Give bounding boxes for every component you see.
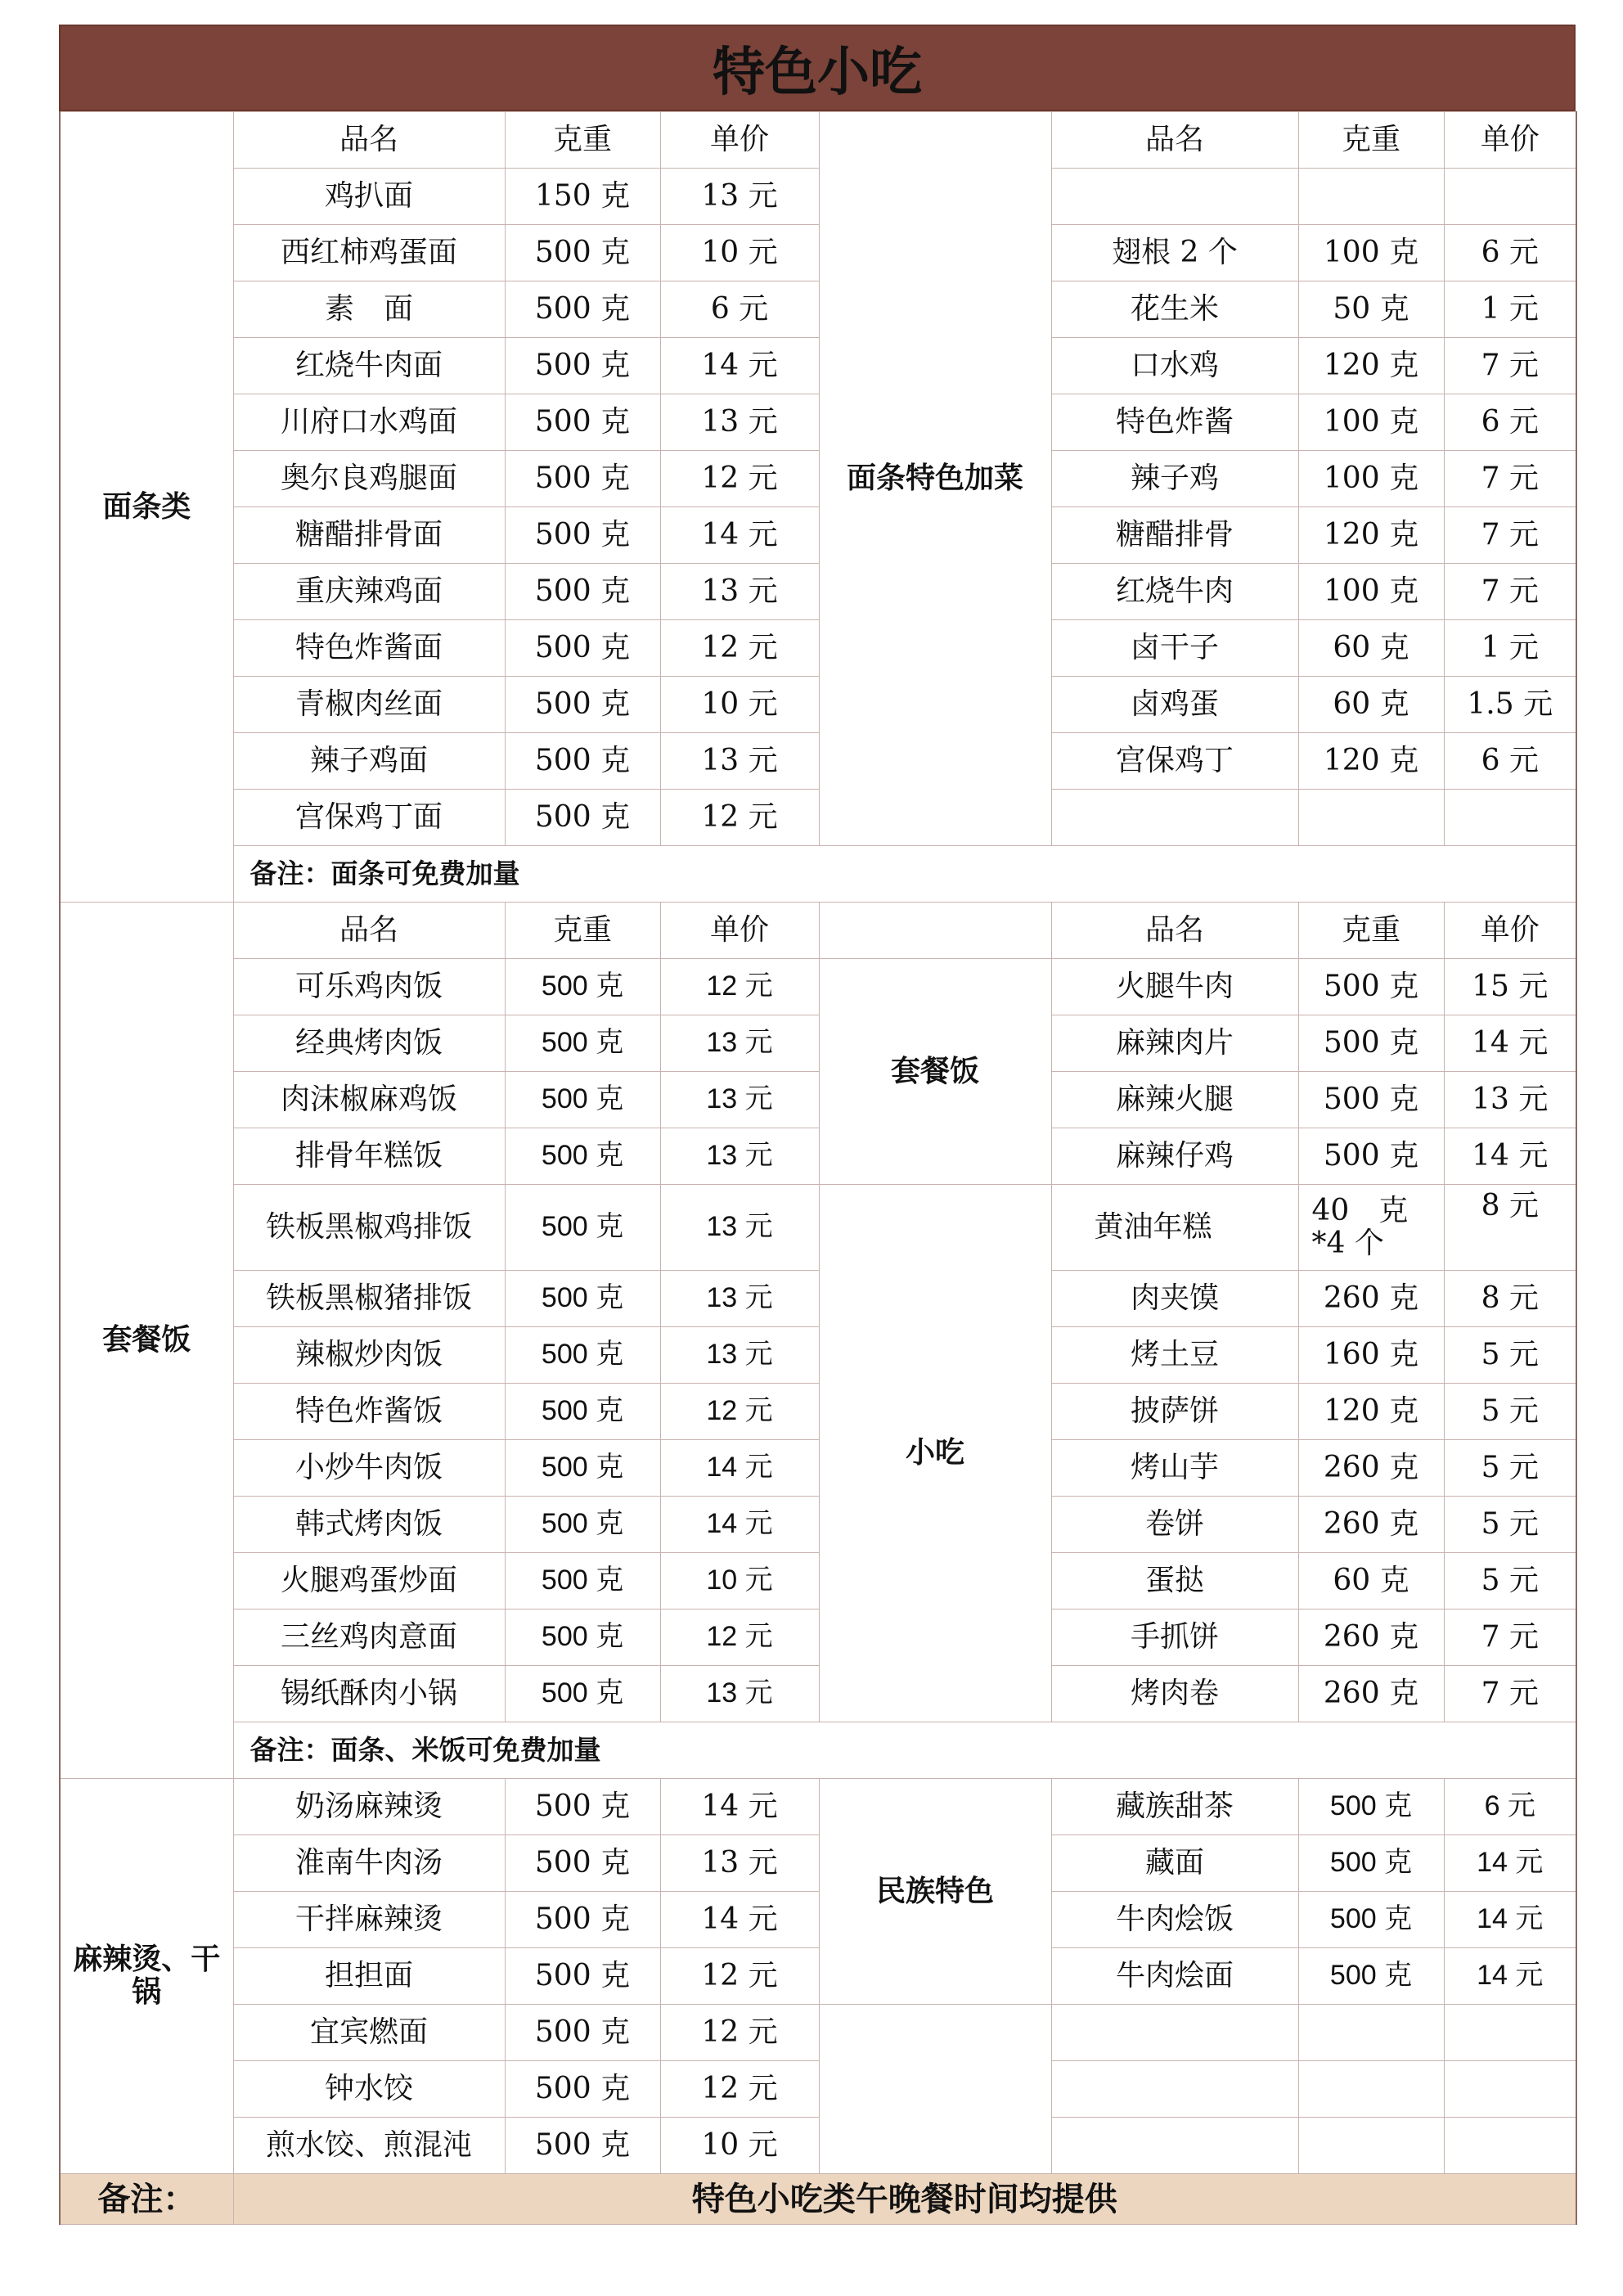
item-price: 6 元 [1444,733,1576,790]
item-name: 辣椒炒肉饭 [233,1327,505,1384]
header-weight: 克重 [1298,112,1444,169]
table-row [60,169,1576,225]
item-price [1444,2005,1576,2061]
item-name: 烤土豆 [1051,1327,1298,1384]
item-name: 辣子鸡面 [233,733,505,790]
table-row [60,1553,1576,1609]
item-price: 13 元 [660,564,819,620]
item-name: 黄油年糕 [1051,1185,1298,1271]
item-name: 披萨饼 [1051,1384,1298,1440]
item-weight: 100 克 [1298,225,1444,281]
item-name: 干拌麻辣烫 [233,1892,505,1948]
item-name: 卤鸡蛋 [1051,677,1298,733]
item-name: 肉夹馍 [1051,1271,1298,1327]
item-price: 5 元 [1444,1440,1576,1497]
item-name: 担担面 [233,1948,505,2005]
item-price: 1 元 [1444,620,1576,677]
item-name: 奥尔良鸡腿面 [233,451,505,507]
header-price: 单价 [1444,112,1576,169]
item-price: 1 元 [1444,281,1576,338]
item-weight: 500 克 [505,507,660,564]
item-price: 14 元 [1444,1128,1576,1185]
item-price: 13 元 [660,1128,819,1185]
item-price: 12 元 [660,1948,819,2005]
item-price: 14 元 [660,507,819,564]
table-row [60,1185,1576,1271]
item-name [1051,790,1298,846]
header-name: 品名 [1051,903,1298,959]
item-price: 6 元 [660,281,819,338]
footer-label: 备注： [60,2174,233,2225]
table-row [60,620,1576,677]
header-price: 单价 [660,112,819,169]
item-name: 宜宾燃面 [233,2005,505,2061]
item-price: 14 元 [660,1440,819,1497]
item-weight: 500 克 [505,2061,660,2118]
item-price: 14 元 [660,1497,819,1553]
item-name: 宫保鸡丁 [1051,733,1298,790]
table-row [60,1015,1576,1072]
table-row [60,112,1576,169]
item-weight: 260 克 [1298,1666,1444,1722]
table-row [60,677,1576,733]
item-weight: 500 克 [1298,1892,1444,1948]
item-price: 12 元 [660,1609,819,1666]
item-weight: 500 克 [505,1553,660,1609]
item-name: 烤山芋 [1051,1440,1298,1497]
item-weight [1298,2118,1444,2174]
item-weight: 500 克 [505,281,660,338]
table-row [60,1440,1576,1497]
item-weight: 500 克 [505,1128,660,1185]
item-name: 麻辣肉片 [1051,1015,1298,1072]
item-name: 川府口水鸡面 [233,394,505,451]
item-name: 钟水饺 [233,2061,505,2118]
item-weight: 500 克 [505,1779,660,1835]
item-price: 13 元 [660,1015,819,1072]
item-price: 13 元 [660,1666,819,1722]
item-name: 糖醋排骨面 [233,507,505,564]
rice-note: 备注：面条、米饭可免费加量 [233,1722,1576,1779]
item-weight: 500 克 [505,1072,660,1128]
item-weight: 500 克 [505,790,660,846]
table-row [60,2061,1576,2118]
item-weight: 500 克 [505,1327,660,1384]
menu-page [59,25,1576,2225]
page-title: 特色小吃 [59,25,1576,111]
item-weight [1298,169,1444,225]
table-row [60,394,1576,451]
item-name: 卷饼 [1051,1497,1298,1553]
item-price [1444,2118,1576,2174]
item-name: 翅根 2 个 [1051,225,1298,281]
table-row [60,1666,1576,1722]
item-name: 麻辣仔鸡 [1051,1128,1298,1185]
item-name: 特色炸酱 [1051,394,1298,451]
item-price: 5 元 [1444,1327,1576,1384]
item-weight: 500 克 [505,338,660,394]
item-weight: 260 克 [1298,1609,1444,1666]
item-weight: 500 克 [1298,1128,1444,1185]
table-row [60,733,1576,790]
item-weight [1298,2005,1444,2061]
item-weight: 50 克 [1298,281,1444,338]
table-row [60,564,1576,620]
item-weight: 260 克 [1298,1497,1444,1553]
header-price: 单价 [660,903,819,959]
category-noodles: 面条类 [60,112,233,903]
item-name: 重庆辣鸡面 [233,564,505,620]
item-weight: 500 克 [505,225,660,281]
item-name: 素 面 [233,281,505,338]
item-weight: 260 克 [1298,1271,1444,1327]
item-weight: 60 克 [1298,677,1444,733]
item-price: 6 元 [1444,225,1576,281]
item-name: 青椒肉丝面 [233,677,505,733]
item-name: 糖醋排骨 [1051,507,1298,564]
item-name: 特色炸酱饭 [233,1384,505,1440]
item-name: 宫保鸡丁面 [233,790,505,846]
table-row [60,225,1576,281]
item-name: 牛肉烩面 [1051,1948,1298,2005]
item-name: 韩式烤肉饭 [233,1497,505,1553]
table-row [60,281,1576,338]
item-price: 14 元 [1444,1015,1576,1072]
item-price: 13 元 [1444,1072,1576,1128]
item-price: 10 元 [660,225,819,281]
item-price: 7 元 [1444,507,1576,564]
item-weight: 500 克 [505,1440,660,1497]
item-weight: 60 克 [1298,1553,1444,1609]
item-weight: 500 克 [505,564,660,620]
table-row [60,1609,1576,1666]
item-price: 7 元 [1444,338,1576,394]
item-price: 6 元 [1444,1779,1576,1835]
item-name: 红烧牛肉 [1051,564,1298,620]
item-weight: 500 克 [505,1497,660,1553]
item-name: 辣子鸡 [1051,451,1298,507]
item-weight: 500 克 [505,394,660,451]
item-weight: 500 克 [505,2118,660,2174]
item-price: 8 元 [1444,1271,1576,1327]
item-weight: 60 克 [1298,620,1444,677]
table-row [60,2174,1576,2225]
item-weight: 500 克 [505,1835,660,1892]
item-name: 奶汤麻辣烫 [233,1779,505,1835]
header-weight: 克重 [505,112,660,169]
item-weight: 500 克 [505,959,660,1015]
addon-label: 面条特色加菜 [819,112,1051,846]
table-row [60,1779,1576,1835]
table-row [60,790,1576,846]
table-row [60,1271,1576,1327]
table-row [60,846,1576,903]
header-weight: 克重 [505,903,660,959]
item-price: 1.5 元 [1444,677,1576,733]
item-price: 13 元 [660,1185,819,1271]
item-name: 小炒牛肉饭 [233,1440,505,1497]
item-price: 13 元 [660,1327,819,1384]
item-weight: 150 克 [505,169,660,225]
table-row [60,1835,1576,1892]
item-weight [1298,790,1444,846]
item-name: 口水鸡 [1051,338,1298,394]
item-weight: 500 克 [505,1666,660,1722]
table-row [60,2005,1576,2061]
item-weight: 160 克 [1298,1327,1444,1384]
item-price: 13 元 [660,1072,819,1128]
table-row [60,1384,1576,1440]
item-name: 火腿牛肉 [1051,959,1298,1015]
item-name: 排骨年糕饭 [233,1128,505,1185]
item-weight: 500 克 [505,1015,660,1072]
table-row [60,2118,1576,2174]
item-price: 14 元 [660,338,819,394]
table-row [60,1072,1576,1128]
item-price: 14 元 [660,1892,819,1948]
header-name: 品名 [1051,112,1298,169]
item-name: 火腿鸡蛋炒面 [233,1553,505,1609]
item-weight: 500 克 [1298,959,1444,1015]
item-price: 7 元 [1444,1609,1576,1666]
item-weight: 500 克 [505,677,660,733]
ethnic-label: 民族特色 [819,1779,1051,2005]
item-name: 鸡扒面 [233,169,505,225]
item-weight: 500 克 [1298,1948,1444,2005]
item-weight: 500 克 [505,1271,660,1327]
header-name: 品名 [233,903,505,959]
item-name: 烤肉卷 [1051,1666,1298,1722]
item-weight: 500 克 [505,451,660,507]
header-price: 单价 [1444,903,1576,959]
table-row [60,959,1576,1015]
header-name: 品名 [233,112,505,169]
item-price: 13 元 [660,394,819,451]
item-weight: 500 克 [505,1948,660,2005]
item-price: 5 元 [1444,1553,1576,1609]
table-row [60,903,1576,959]
item-weight: 500 克 [505,1609,660,1666]
item-name: 西红柿鸡蛋面 [233,225,505,281]
item-name: 经典烤肉饭 [233,1015,505,1072]
set-meal-label: 套餐饭 [819,959,1051,1185]
item-price: 13 元 [660,1271,819,1327]
item-weight: 120 克 [1298,733,1444,790]
item-price: 12 元 [660,790,819,846]
item-name: 特色炸酱面 [233,620,505,677]
blank-cell [819,903,1051,959]
item-price: 13 元 [660,169,819,225]
item-weight: 500 克 [505,2005,660,2061]
item-price: 12 元 [660,2061,819,2118]
item-name [1051,2061,1298,2118]
item-name: 淮南牛肉汤 [233,1835,505,1892]
item-weight: 500 克 [505,1892,660,1948]
item-weight [1298,2061,1444,2118]
table-row [60,1327,1576,1384]
item-price: 14 元 [1444,1892,1576,1948]
table-row [60,1892,1576,1948]
header-weight: 克重 [1298,903,1444,959]
blank-cell [819,2005,1051,2174]
item-price [1444,2061,1576,2118]
noodles-note: 备注：面条可免费加量 [233,846,1576,903]
item-name: 蛋挞 [1051,1553,1298,1609]
table-row [60,1722,1576,1779]
item-name: 红烧牛肉面 [233,338,505,394]
item-weight: 100 克 [1298,451,1444,507]
item-price: 7 元 [1444,564,1576,620]
item-name: 煎水饺、煎混沌 [233,2118,505,2174]
item-price: 12 元 [660,2005,819,2061]
item-weight: 500 克 [1298,1835,1444,1892]
footer-text: 特色小吃类午晚餐时间均提供 [233,2174,1576,2225]
item-price: 7 元 [1444,1666,1576,1722]
item-weight: 500 克 [1298,1015,1444,1072]
item-price: 15 元 [1444,959,1576,1015]
item-price: 10 元 [660,1553,819,1609]
item-price: 12 元 [660,620,819,677]
item-name: 花生米 [1051,281,1298,338]
item-price: 13 元 [660,733,819,790]
item-price: 12 元 [660,1384,819,1440]
table-row [60,1948,1576,2005]
item-name [1051,2005,1298,2061]
item-weight: 120 克 [1298,1384,1444,1440]
item-price: 5 元 [1444,1384,1576,1440]
item-weight: 260 克 [1298,1440,1444,1497]
item-price: 7 元 [1444,451,1576,507]
item-weight: 100 克 [1298,394,1444,451]
item-weight: 500 克 [505,620,660,677]
category-rice: 套餐饭 [60,903,233,1779]
item-weight: 500 克 [505,1185,660,1271]
menu-table [59,111,1577,2225]
item-price: 10 元 [660,677,819,733]
item-name: 藏族甜茶 [1051,1779,1298,1835]
item-name: 麻辣火腿 [1051,1072,1298,1128]
item-weight: 500 克 [1298,1072,1444,1128]
item-name: 可乐鸡肉饭 [233,959,505,1015]
item-price [1444,169,1576,225]
table-row [60,507,1576,564]
item-name: 卤干子 [1051,620,1298,677]
item-price: 14 元 [1444,1835,1576,1892]
item-weight: 120 克 [1298,507,1444,564]
item-price [1444,790,1576,846]
item-name: 藏面 [1051,1835,1298,1892]
item-name: 铁板黑椒猪排饭 [233,1271,505,1327]
item-name: 手抓饼 [1051,1609,1298,1666]
item-weight: 40 克 *4 个 [1298,1185,1444,1271]
item-price: 6 元 [1444,394,1576,451]
item-price: 5 元 [1444,1497,1576,1553]
item-price: 13 元 [660,1835,819,1892]
item-name [1051,2118,1298,2174]
item-weight: 100 克 [1298,564,1444,620]
item-name: 铁板黑椒鸡排饭 [233,1185,505,1271]
table-row [60,1497,1576,1553]
item-name: 锡纸酥肉小锅 [233,1666,505,1722]
item-name: 三丝鸡肉意面 [233,1609,505,1666]
item-weight: 120 克 [1298,338,1444,394]
table-row [60,451,1576,507]
item-price: 8 元 [1444,1185,1576,1271]
item-name [1051,169,1298,225]
category-hotpot: 麻辣烫、干锅 [60,1779,233,2174]
item-price: 10 元 [660,2118,819,2174]
item-price: 12 元 [660,959,819,1015]
item-weight: 500 克 [505,1384,660,1440]
item-price: 14 元 [1444,1948,1576,2005]
table-row [60,338,1576,394]
item-weight: 500 克 [1298,1779,1444,1835]
item-price: 12 元 [660,451,819,507]
item-price: 14 元 [660,1779,819,1835]
item-name: 牛肉烩饭 [1051,1892,1298,1948]
item-name: 肉沫椒麻鸡饭 [233,1072,505,1128]
table-row [60,1128,1576,1185]
snack-label: 小吃 [819,1185,1051,1722]
item-weight: 500 克 [505,733,660,790]
